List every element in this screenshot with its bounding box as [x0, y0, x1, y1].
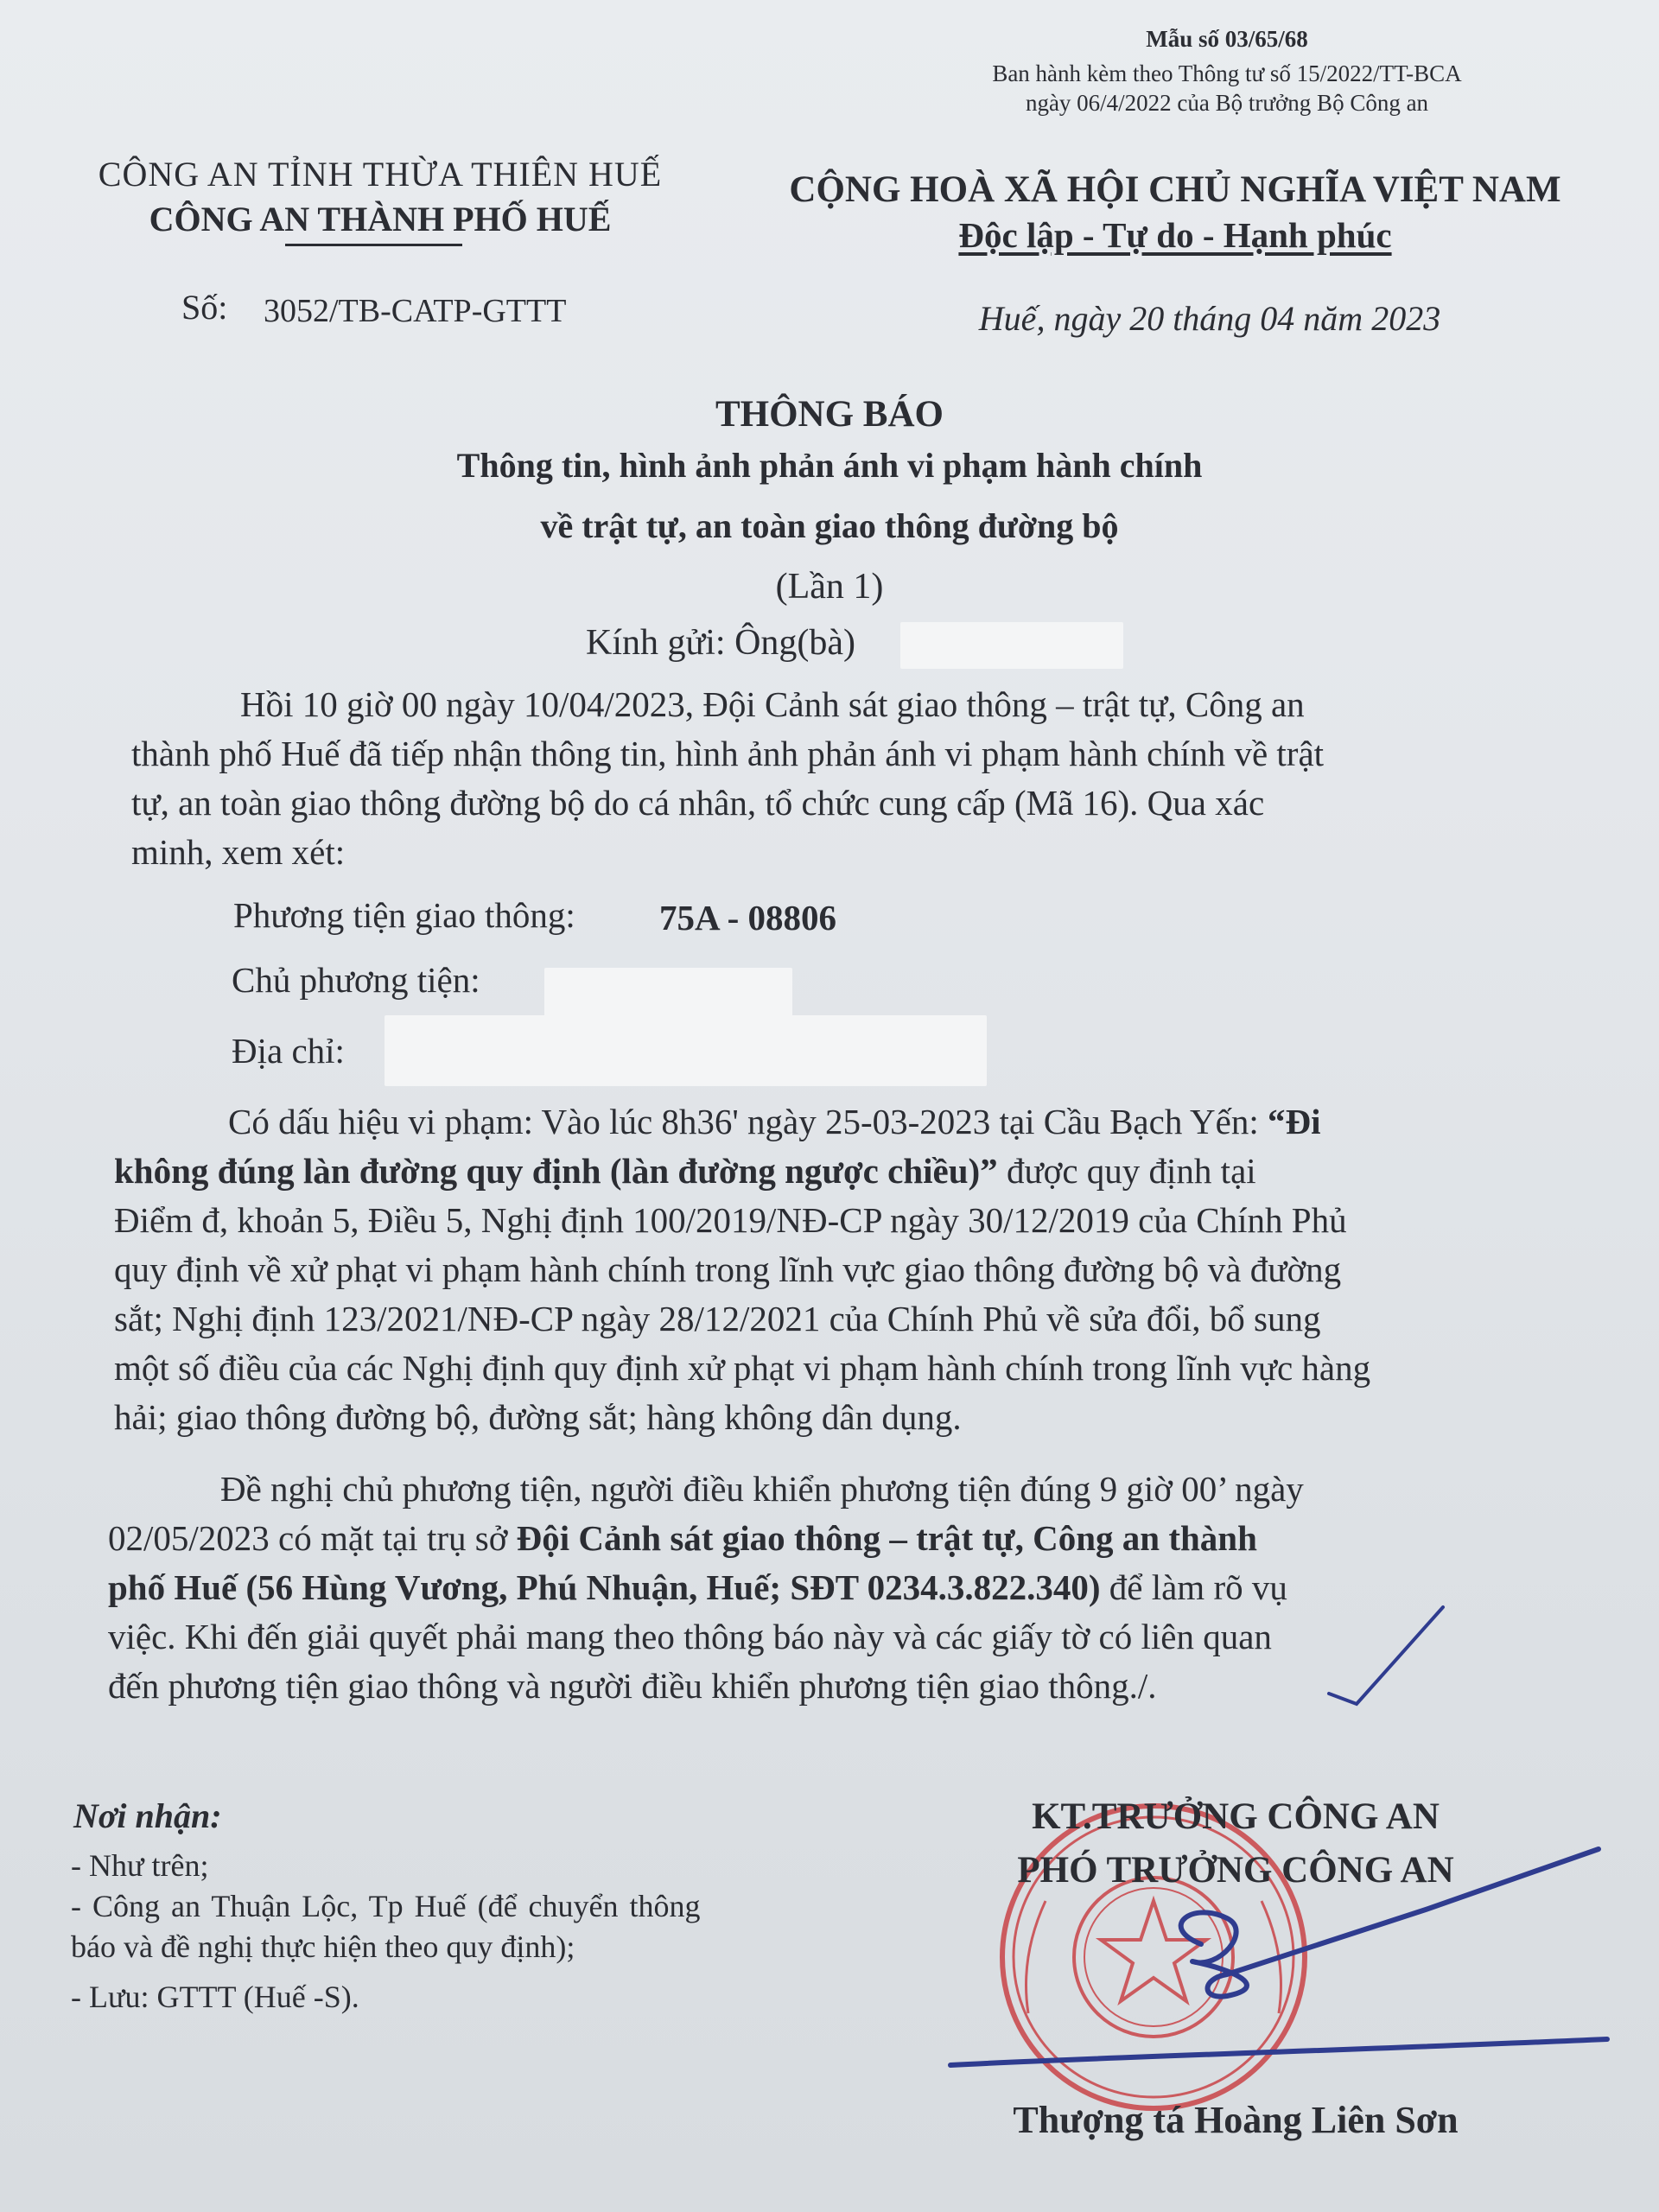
redacted-addressee	[900, 622, 1123, 669]
owner-label: Chủ phương tiện:	[232, 960, 480, 1000]
signatory-title-line2: PHÓ TRƯỞNG CÔNG AN	[1017, 1850, 1454, 1891]
subject-line2: về trật tự, an toàn giao thông đường bộ	[540, 506, 1119, 545]
recipient-item: báo và đề nghị thực hiện theo quy định);	[71, 1929, 575, 1964]
violation-line	[114, 1147, 1557, 1196]
intro-line: minh, xem xét:	[131, 832, 346, 872]
handwritten-checkmark-icon	[1322, 1564, 1452, 1711]
signatory-title-line1: KT.TRƯỞNG CÔNG AN	[1032, 1796, 1440, 1837]
vehicle-label: Phương tiện giao thông:	[233, 895, 575, 935]
form-number: Mẫu số 03/65/68	[1146, 26, 1308, 52]
document-number-label: Số:	[181, 288, 228, 327]
issuer-underline	[285, 244, 462, 246]
violation-line: sắt; Nghị định 123/2021/NĐ-CP ngày 28/12/2021 của Chính Phủ về sửa đổi, bổ sung	[114, 1299, 1321, 1338]
recipient-item: - Như trên;	[71, 1848, 209, 1883]
address-label: Địa chỉ:	[232, 1031, 345, 1071]
request-office: Đội Cảnh sát giao thông – trật tự, Công an thành	[516, 1518, 1257, 1558]
request-line: Đề nghị chủ phương tiện, người điều khiển phương tiện đúng 9 giờ 00’ ngày	[220, 1469, 1304, 1509]
subject-line1: Thông tin, hình ảnh phản ánh vi phạm hành chính	[456, 446, 1203, 485]
document-number: 3052/TB-CATP-GTTT	[264, 293, 567, 329]
recipient-item: - Lưu: GTTT (Huế -S).	[71, 1980, 359, 2014]
document-title: THÔNG BÁO	[715, 394, 944, 435]
violation-line: hải; giao thông đường bộ, đường sắt; hàng không dân dụng.	[114, 1397, 962, 1437]
violation-line	[114, 1097, 1557, 1147]
request-text: 02/05/2023 có mặt tại trụ sở	[108, 1518, 508, 1558]
violation-quote-start: “Đi	[1268, 1102, 1321, 1141]
form-issued-date: ngày 06/4/2022 của Bộ trưởng Bộ Công an	[1025, 90, 1429, 116]
request-line: đến phương tiện giao thông và người điều khiển phương tiện giao thông./.	[108, 1666, 1157, 1706]
intro-line: thành phố Huế đã tiếp nhận thông tin, hình ảnh phản ánh vi phạm hành chính về trật	[131, 734, 1325, 773]
violation-line: quy định về xử phạt vi phạm hành chính trong lĩnh vực giao thông đường bộ và đường	[114, 1249, 1342, 1289]
violation-line: Điểm đ, khoản 5, Điều 5, Nghị định 100/2019/NĐ-CP ngày 30/12/2019 của Chính Phủ	[114, 1200, 1347, 1240]
violation-quote: không đúng làn đường quy định (làn đường ngược chiều)”	[114, 1151, 998, 1191]
violation-text: được quy định tại	[1006, 1151, 1256, 1191]
place-date: Huế, ngày 20 tháng 04 năm 2023	[978, 299, 1441, 338]
issue-count: (Lần 1)	[775, 567, 884, 607]
request-line	[108, 1514, 1560, 1563]
request-text: để làm rõ vụ	[1109, 1567, 1287, 1607]
violation-line: một số điều của các Nghị định quy định xử phạt vi phạm hành chính trong lĩnh vực hàng	[114, 1348, 1371, 1388]
violation-paragraph	[114, 1097, 1557, 1442]
issuer-line2: CÔNG AN THÀNH PHỐ HUẾ	[149, 200, 612, 238]
violation-text: Có dấu hiệu vi phạm: Vào lúc 8h36' ngày 25-03-2023 tại Cầu Bạch Yến:	[228, 1102, 1259, 1141]
redacted-address	[385, 1015, 987, 1086]
request-line: việc. Khi đến giải quyết phải mang theo thông báo này và các giấy tờ có liên quan	[108, 1617, 1272, 1656]
issuer-line1: CÔNG AN TỈNH THỪA THIÊN HUẾ	[98, 155, 663, 194]
nation-motto: Độc lập - Tự do - Hạnh phúc	[958, 215, 1392, 255]
redacted-owner	[544, 968, 792, 1021]
addressee-label: Kính gửi: Ông(bà)	[586, 623, 856, 663]
intro-line: Hồi 10 giờ 00 ngày 10/04/2023, Đội Cảnh sát giao thông – trật tự, Công an	[240, 684, 1305, 724]
handwritten-signature-icon	[942, 1823, 1616, 2082]
nation-line1: CỘNG HOÀ XÃ HỘI CHỦ NGHĨA VIỆT NAM	[789, 169, 1561, 210]
request-address: phố Huế (56 Hùng Vương, Phú Nhuận, Huế; SĐT 0234.3.822.340)	[108, 1567, 1101, 1607]
signatory-name: Thượng tá Hoàng Liên Sơn	[1013, 2099, 1459, 2141]
vehicle-plate: 75A - 08806	[659, 898, 836, 938]
intro-line: tự, an toàn giao thông đường bộ do cá nhân, tổ chức cung cấp (Mã 16). Qua xác	[131, 783, 1265, 823]
form-issued-with: Ban hành kèm theo Thông tư số 15/2022/TT-BCA	[992, 60, 1462, 86]
recipient-item: - Công an Thuận Lộc, Tp Huế (để chuyển thông	[71, 1889, 701, 1923]
recipients-title: Nơi nhận:	[73, 1796, 222, 1835]
intro-paragraph	[128, 680, 1549, 877]
